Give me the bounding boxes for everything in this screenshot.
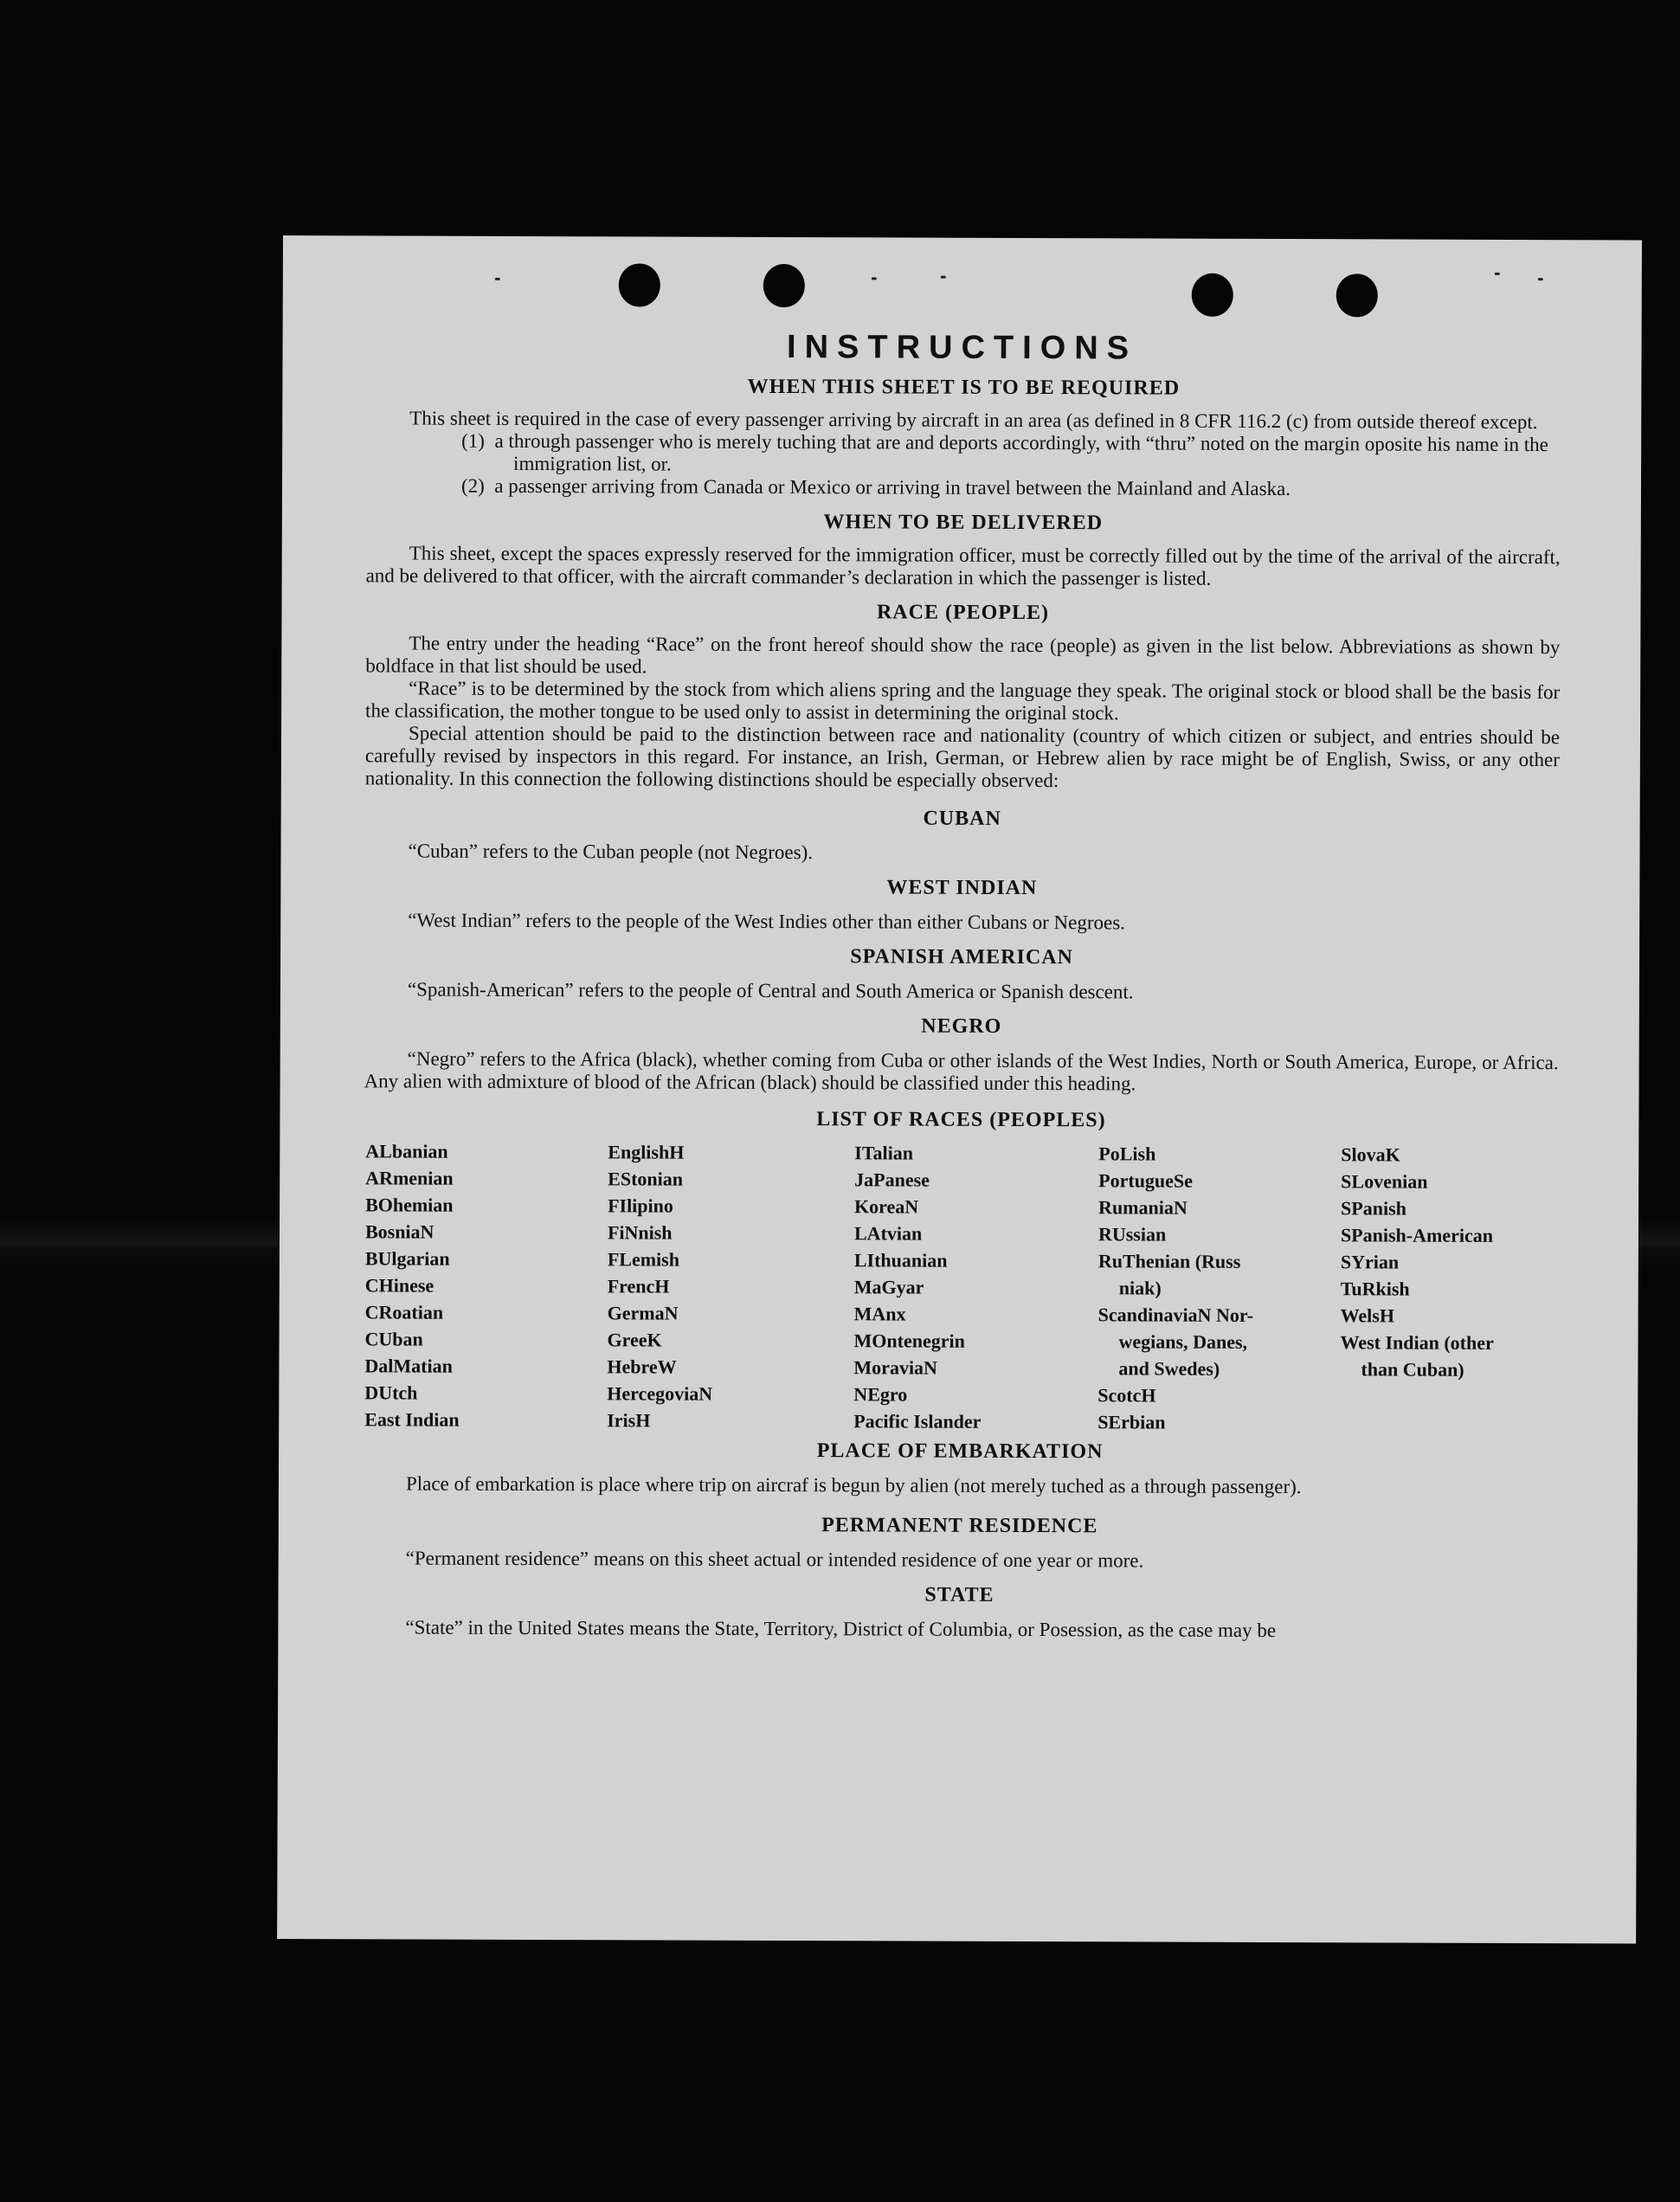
race-paragraph: Special attention should be paid to the distinction between race and nationality (country of which citizen or subject, and entries should be carefully revised by inspectors in this regard. For instance, an Irish, German, or Hebrew alien by race might be of English, Swiss, or any other nationality. In this connection the following distinctions should be especially observed: <box>364 722 1561 792</box>
race-entry: EStonian <box>608 1168 684 1190</box>
race-entry: SErbian <box>1097 1411 1166 1433</box>
item-number: (2) <box>460 474 485 497</box>
race-entry: MOntenegrin <box>853 1330 965 1352</box>
heading-state: STATE <box>924 1583 994 1606</box>
race-entry: FIlipino <box>608 1194 673 1217</box>
heading-west-indian: WEST INDIAN <box>886 876 1038 900</box>
races-column-3 <box>853 1139 1098 1435</box>
residence-text: “Permanent residence” means on this sheet actual or intended residence of one year or more. <box>405 1547 1144 1572</box>
races-column-1 <box>364 1137 608 1433</box>
race-entry: ITalian <box>854 1142 914 1164</box>
heading-when-required: WHEN THIS SHEET IS TO BE REQUIRED <box>747 375 1181 400</box>
race-entry: JaPanese <box>854 1169 930 1191</box>
race-entry: HebreW <box>607 1355 677 1378</box>
race-entry: PortugueSe <box>1098 1169 1194 1192</box>
race-paragraph: The entry under the heading “Race” on the front hereof should show the race (people) as given in the list below. Abbreviations as shown by boldface in that list should be used. <box>365 632 1561 678</box>
race-entry: BOhemian <box>365 1194 454 1216</box>
heading-spanish-american: SPANISH AMERICAN <box>850 945 1073 969</box>
race-entry: than Cuban) <box>1361 1358 1464 1381</box>
heading-list-of-races: LIST OF RACES (PEOPLES) <box>816 1108 1106 1132</box>
race-entry: West Indian (other <box>1340 1331 1494 1354</box>
speck <box>872 277 877 280</box>
race-entry: BUlgarian <box>364 1247 450 1270</box>
race-entry: MAnx <box>853 1303 906 1325</box>
speck <box>495 278 500 280</box>
race-entry: BosniaN <box>364 1220 434 1243</box>
race-paragraph: “Race” is to be determined by the stock from which aliens spring and the language they speak. The original stock or blood shall be the basis for the classification, the mother tongue to be used only to assist in determining the original stock. <box>365 677 1561 724</box>
embarkation-text: Place of embarkation is place where trip on aircraf is begun by alien (not merely tuched as a through passenger). <box>405 1472 1302 1498</box>
document-sheet <box>277 235 1642 1943</box>
west-indian-text: “West Indian” refers to the people of the West Indies other than either Cubans or Negroes. <box>408 909 1125 934</box>
race-entry: MoraviaN <box>853 1356 938 1379</box>
speck <box>1538 278 1543 280</box>
race-entry: NEgro <box>853 1383 908 1406</box>
race-entry: wegians, Danes, <box>1118 1330 1248 1353</box>
speck <box>941 276 946 279</box>
heading-cuban: CUBAN <box>923 807 1001 830</box>
page-title: INSTRUCTIONS <box>786 329 1138 367</box>
race-entry: IrisH <box>607 1409 651 1432</box>
race-entry: RuThenian (Russ <box>1097 1250 1241 1272</box>
punch-hole <box>763 264 805 307</box>
race-entry: ScotcH <box>1097 1384 1156 1407</box>
item-text: a passenger arriving from Canada or Mexico or arriving in travel between the Mainland and Alaska. <box>494 474 1291 500</box>
heading-embarkation: PLACE OF EMBARKATION <box>816 1439 1104 1464</box>
races-column-4 <box>1097 1140 1341 1436</box>
races-column-2 <box>607 1138 854 1434</box>
race-entry: LIthuanian <box>853 1249 948 1272</box>
race-entry: SlovaK <box>1341 1143 1400 1166</box>
heading-when-delivered: WHEN TO BE DELIVERED <box>823 511 1104 535</box>
heading-negro: NEGRO <box>921 1014 1002 1038</box>
race-entry: FrencH <box>607 1275 670 1297</box>
race-entry: LAtvian <box>853 1222 923 1245</box>
punch-hole <box>1336 274 1378 317</box>
race-entry: Pacific Islander <box>853 1410 982 1433</box>
negro-text: “Negro” refers to the Africa (black), whether coming from Cuba or other islands of the West Indies, North or South America, Europe, or Africa. Any alien with admixture of blood of the African (black) should be classified under this heading. <box>364 1047 1559 1095</box>
exception-item-1 <box>366 429 1561 479</box>
when-required-text: This sheet is required in the case of every passenger arriving by aircraft in an area (as defined in 8 CFR 116.2 (c) from outside thereof except. <box>409 407 1538 434</box>
race-entry: ARmenian <box>365 1167 454 1189</box>
race-entry: ALbanian <box>365 1140 448 1162</box>
race-entry: PoLish <box>1098 1143 1156 1165</box>
race-entry: SLovenian <box>1341 1170 1428 1193</box>
item-text: a through passenger who is merely tuching that are and deports accordingly, with “thru” noted on the margin oposite his name in the immigration list, or. <box>494 429 1548 475</box>
race-entry: ScandinaviaN Nor- <box>1097 1304 1254 1326</box>
races-column-5 <box>1340 1141 1566 1437</box>
race-entry: HercegoviaN <box>607 1382 713 1405</box>
heading-residence: PERMANENT RESIDENCE <box>821 1514 1098 1538</box>
race-entry: MaGyar <box>853 1276 924 1298</box>
speck <box>1495 273 1500 275</box>
spanish-american-text: “Spanish-American” refers to the people of Central and South America or Spanish descent. <box>407 978 1134 1003</box>
race-entry: FiNnish <box>607 1221 673 1244</box>
item-number: (1) <box>461 429 486 452</box>
when-delivered-text: This sheet, except the spaces expressly reserved for the immigration officer, must be correctly filled out by the time of the arrival of the aircraft, and be delivered to that officer, with the aircraft commander’s declaration in which the passenger is listed. <box>365 542 1561 589</box>
race-entry: DalMatian <box>364 1355 453 1377</box>
race-entry: CRoatian <box>364 1301 444 1323</box>
punch-hole <box>619 263 660 306</box>
race-entry: KoreaN <box>854 1195 919 1218</box>
races-table <box>364 1137 1558 1437</box>
race-entry: CHinese <box>364 1274 434 1297</box>
punch-hole <box>1192 274 1233 317</box>
race-entry: niak) <box>1118 1277 1162 1299</box>
race-entry: RUssian <box>1097 1223 1167 1246</box>
race-entry: DUtch <box>364 1381 418 1404</box>
race-entry: TuRkish <box>1340 1278 1410 1300</box>
race-entry: GreeK <box>607 1329 662 1351</box>
race-entry: and Swedes) <box>1118 1357 1220 1380</box>
exception-item-2 <box>366 474 1561 501</box>
race-entry: SPanish <box>1341 1197 1406 1220</box>
race-entry: East Indian <box>364 1408 460 1431</box>
state-text: “State” in the United States means the State, Territory, District of Columbia, or Posession, as the case may be <box>405 1616 1277 1642</box>
race-entry: FLemish <box>607 1248 680 1271</box>
race-entry: RumaniaN <box>1098 1196 1188 1219</box>
race-entry: GermaN <box>607 1302 679 1324</box>
heading-race: RACE (PEOPLE) <box>876 601 1050 625</box>
race-entry: SYrian <box>1340 1251 1400 1273</box>
race-entry: SPanish-American <box>1340 1224 1494 1246</box>
race-entry: WelsH <box>1340 1304 1395 1327</box>
race-entry: EnglishH <box>608 1141 685 1163</box>
cuban-text: “Cuban” refers to the Cuban people (not Negroes). <box>408 840 814 864</box>
instructions-body <box>362 374 1561 1643</box>
race-entry: CUban <box>364 1328 423 1350</box>
